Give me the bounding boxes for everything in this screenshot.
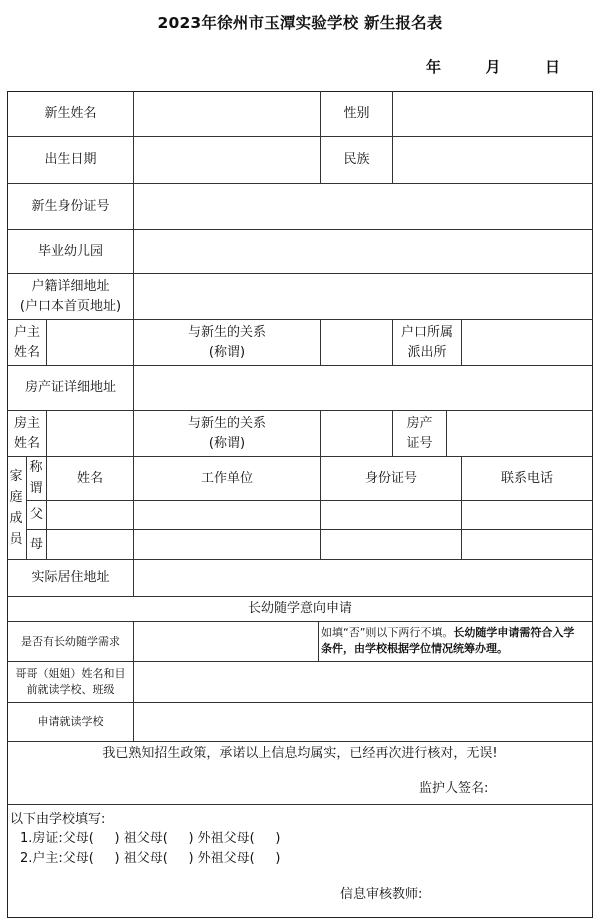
mother-phone-field[interactable] [462,530,592,559]
label-relation-2 [134,411,320,456]
sibling-info-line1: 哥哥（姐姐）姓名和目 [15,667,126,680]
sibling-note [321,622,592,664]
label-student-id: 新生身份证号 [31,198,110,214]
school-line-1: 1.房证:父母( ) 祖父母( ) 外祖父母( ) [20,831,281,846]
relation-2-field[interactable] [321,411,392,456]
section-sibling-application: 长幼随学意向申请 [247,601,352,616]
property-owner-field[interactable] [47,411,133,456]
label-student-name: 新生姓名 [44,106,97,121]
label-relation [134,320,320,365]
title-char: 称 [29,460,43,475]
family-char: 员 [9,532,23,547]
sibling-note-bold-1: 长幼随学申请需符合入学 [453,626,575,639]
school-fill-label: 以下由学校填写: [10,812,106,827]
label-hukou-address [8,274,133,319]
hukou-address-line2: (户口本首页地址) [19,298,122,314]
relation-field[interactable] [321,320,392,365]
household-head-line2: 姓名 [13,344,40,360]
family-char: 家 [9,469,23,484]
label-apply-school: 申请就读学校 [37,715,104,728]
father-name-field[interactable] [47,501,133,529]
student-name-field[interactable] [134,92,320,136]
label-property-cert [393,411,446,456]
mother-name-field[interactable] [47,530,133,559]
household-head-line1: 户主 [13,324,40,340]
label-residence: 实际居住地址 [31,570,110,585]
property-address-field[interactable] [134,366,592,410]
apply-school-field[interactable] [134,703,592,741]
ethnicity-field[interactable] [393,137,592,183]
property-cert-field[interactable] [447,411,592,456]
label-sibling-info [8,662,133,702]
col-header-id: 身份证号 [364,470,417,486]
col-header-name: 姓名 [76,470,103,486]
date-day: 日 [544,58,560,76]
sibling-info-line2: 前就读学校、班级 [26,683,115,696]
page-title: 2023年徐州市玉潭实验学校 新生报名表 [157,14,443,32]
sibling-note-bold-2: 条件，由学校根据学位情况统筹办理。 [321,642,508,655]
label-gender: 性别 [343,106,370,121]
property-cert-line2: 证号 [406,435,433,451]
date-month: 月 [485,58,501,76]
property-cert-line1: 房产 [406,415,433,431]
police-station-line2: 派出所 [407,344,447,360]
date-year: 年 [426,58,442,76]
label-mother: 母 [29,536,43,552]
father-id-field[interactable] [321,501,461,529]
reviewer-label: 信息审核教师: [340,887,423,902]
father-phone-field[interactable] [462,501,592,529]
family-char: 庭 [9,490,23,505]
label-police-station [393,320,461,365]
family-char: 成 [9,511,23,526]
label-household-head [8,320,46,365]
sibling-info-field[interactable] [134,662,592,702]
mother-id-field[interactable] [321,530,461,559]
label-kindergarten: 毕业幼儿园 [37,243,103,259]
police-station-line1: 户口所属 [400,324,453,340]
student-id-field[interactable] [134,184,592,229]
relation2-line1: 与新生的关系 [187,415,266,431]
date-line [426,56,560,77]
sibling-need-field[interactable] [134,622,318,661]
label-property-address: 房产证详细地址 [24,380,116,395]
relation-line1: 与新生的关系 [187,324,266,340]
row-line [7,741,593,742]
label-birth-date: 出生日期 [44,152,97,167]
label-ethnicity: 民族 [343,152,370,167]
kindergarten-field[interactable] [134,230,592,273]
col-header-phone: 联系电话 [500,470,553,486]
police-station-field[interactable] [462,320,592,365]
label-property-owner [8,411,46,456]
property-owner-line1: 房主 [13,415,40,431]
residence-field[interactable] [134,560,592,596]
father-work-field[interactable] [134,501,320,529]
guardian-signature-label: 监护人签名: [419,781,489,796]
mother-work-field[interactable] [134,530,320,559]
sibling-note-plain: 如填“否”则以下两行不填。 [321,626,454,639]
property-owner-line2: 姓名 [13,435,40,451]
relation-line2: (称谓) [208,344,246,360]
title-char: 谓 [29,481,43,496]
label-sibling-need: 是否有长幼随学需求 [21,634,120,648]
relation2-line2: (称谓) [208,435,246,451]
school-line-2: 2.户主:父母( ) 祖父母( ) 外祖父母( ) [20,851,281,866]
hukou-address-field[interactable] [134,274,592,319]
label-family-members [9,466,23,550]
birth-date-field[interactable] [134,137,320,183]
gender-field[interactable] [393,92,592,136]
label-father: 父 [29,507,43,522]
household-head-field[interactable] [47,320,133,365]
row-line [7,804,593,805]
declaration-text: 我已熟知招生政策，承诺以上信息均属实，已经再次进行核对，无误! [102,746,498,761]
hukou-address-line1: 户籍详细地址 [31,278,110,294]
col-line [318,621,319,661]
col-header-work: 工作单位 [200,470,253,486]
label-title-col [29,457,43,499]
